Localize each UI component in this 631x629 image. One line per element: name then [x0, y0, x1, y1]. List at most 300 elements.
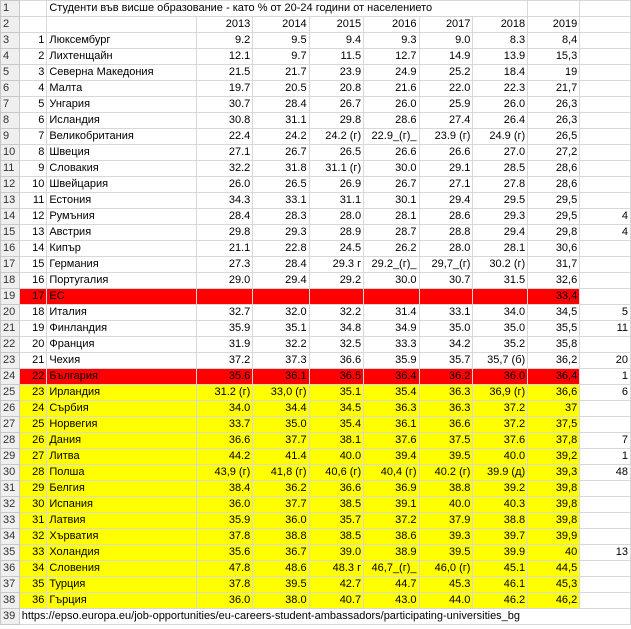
value-cell[interactable]: 36.6: [196, 433, 252, 449]
country-cell[interactable]: Полша: [47, 465, 197, 481]
value-cell[interactable]: 36.3: [364, 401, 419, 417]
value-cell[interactable]: 32.5: [309, 337, 364, 353]
row-header[interactable]: 32: [1, 497, 20, 513]
cell[interactable]: [580, 1, 631, 17]
value-cell[interactable]: 37.5: [419, 433, 473, 449]
value-cell[interactable]: 8.3: [473, 33, 528, 49]
rank-cell[interactable]: 23: [19, 385, 47, 401]
value-cell[interactable]: 46,2: [528, 593, 580, 609]
note-cell[interactable]: 7: [580, 433, 631, 449]
note-cell[interactable]: [580, 497, 631, 513]
value-cell[interactable]: 29.5: [473, 193, 528, 209]
row-header[interactable]: 28: [1, 433, 20, 449]
value-cell[interactable]: 38.5: [309, 529, 364, 545]
value-cell[interactable]: 26.7: [309, 97, 364, 113]
value-cell[interactable]: 28.4: [253, 97, 309, 113]
value-cell[interactable]: 37.2: [364, 513, 419, 529]
value-cell[interactable]: 9.5: [253, 33, 309, 49]
value-cell[interactable]: [196, 289, 252, 305]
value-cell[interactable]: 37,5: [528, 417, 580, 433]
rank-cell[interactable]: 29: [19, 481, 47, 497]
value-cell[interactable]: 29,5: [528, 209, 580, 225]
value-cell[interactable]: 36,9 (г): [473, 385, 528, 401]
value-cell[interactable]: 34.4: [253, 401, 309, 417]
value-cell[interactable]: 35.6: [196, 545, 252, 561]
value-cell[interactable]: 12.7: [364, 49, 419, 65]
note-cell[interactable]: 1: [580, 449, 631, 465]
row-header[interactable]: 23: [1, 353, 20, 369]
value-cell[interactable]: 30.7: [196, 97, 252, 113]
value-cell[interactable]: 29.3: [253, 225, 309, 241]
value-cell[interactable]: 26.0: [473, 97, 528, 113]
value-cell[interactable]: 35.7: [419, 353, 473, 369]
value-cell[interactable]: 39.2: [473, 481, 528, 497]
country-cell[interactable]: Финландия: [47, 321, 197, 337]
country-cell[interactable]: Словакия: [47, 161, 197, 177]
value-cell[interactable]: 9.7: [253, 49, 309, 65]
country-cell[interactable]: Исландия: [47, 113, 197, 129]
value-cell[interactable]: 29.3 г: [309, 257, 364, 273]
note-cell[interactable]: 4: [580, 209, 631, 225]
value-cell[interactable]: 27,2: [528, 145, 580, 161]
value-cell[interactable]: 18.4: [473, 65, 528, 81]
value-cell[interactable]: 36.4: [364, 369, 419, 385]
value-cell[interactable]: 29,7_(г): [419, 257, 473, 273]
value-cell[interactable]: 35.4: [309, 417, 364, 433]
note-cell[interactable]: [580, 401, 631, 417]
country-cell[interactable]: Ирландия: [47, 385, 197, 401]
value-cell[interactable]: 26.7: [364, 177, 419, 193]
value-cell[interactable]: 28.8: [419, 225, 473, 241]
note-cell[interactable]: [580, 529, 631, 545]
row-header[interactable]: 31: [1, 481, 20, 497]
value-cell[interactable]: 19.7: [196, 81, 252, 97]
value-cell[interactable]: 36.2: [253, 481, 309, 497]
country-cell[interactable]: Дания: [47, 433, 197, 449]
value-cell[interactable]: 9.4: [309, 33, 364, 49]
rank-cell[interactable]: 3: [19, 65, 47, 81]
rank-cell[interactable]: 1: [19, 33, 47, 49]
value-cell[interactable]: 27.3: [196, 257, 252, 273]
value-cell[interactable]: 35.9: [196, 321, 252, 337]
row-header[interactable]: 21: [1, 321, 20, 337]
year-header-cell[interactable]: 2018: [473, 17, 528, 33]
value-cell[interactable]: 40: [528, 545, 580, 561]
row-header[interactable]: 27: [1, 417, 20, 433]
value-cell[interactable]: 21,7: [528, 81, 580, 97]
row-header[interactable]: 38: [1, 593, 20, 609]
value-cell[interactable]: 41.4: [253, 449, 309, 465]
note-cell[interactable]: 11: [580, 321, 631, 337]
note-cell[interactable]: [580, 145, 631, 161]
value-cell[interactable]: 26.2: [364, 241, 419, 257]
country-cell[interactable]: Чехия: [47, 353, 197, 369]
value-cell[interactable]: 48.3 г: [309, 561, 364, 577]
country-cell[interactable]: Хърватия: [47, 529, 197, 545]
value-cell[interactable]: 23.9: [309, 65, 364, 81]
rank-cell[interactable]: 6: [19, 113, 47, 129]
value-cell[interactable]: 31.1: [253, 113, 309, 129]
value-cell[interactable]: 36.2: [419, 369, 473, 385]
note-cell[interactable]: [580, 577, 631, 593]
country-cell[interactable]: Италия: [47, 305, 197, 321]
row-header[interactable]: 34: [1, 529, 20, 545]
row-header[interactable]: 15: [1, 225, 20, 241]
row-header[interactable]: 11: [1, 161, 20, 177]
value-cell[interactable]: 32.2: [309, 305, 364, 321]
value-cell[interactable]: 36.1: [364, 417, 419, 433]
value-cell[interactable]: 37.6: [364, 433, 419, 449]
rank-cell[interactable]: 14: [19, 241, 47, 257]
row-header[interactable]: 4: [1, 49, 20, 65]
value-cell[interactable]: 30.1: [364, 193, 419, 209]
rank-cell[interactable]: 13: [19, 225, 47, 241]
value-cell[interactable]: 28.3: [253, 209, 309, 225]
row-header[interactable]: 5: [1, 65, 20, 81]
value-cell[interactable]: 38.0: [253, 593, 309, 609]
row-header[interactable]: 12: [1, 177, 20, 193]
rank-cell[interactable]: 28: [19, 465, 47, 481]
value-cell[interactable]: 38.1: [309, 433, 364, 449]
value-cell[interactable]: 35,8: [528, 337, 580, 353]
note-cell[interactable]: [580, 417, 631, 433]
value-cell[interactable]: 45,3: [528, 577, 580, 593]
country-cell[interactable]: Сърбия: [47, 401, 197, 417]
value-cell[interactable]: 26.4: [473, 113, 528, 129]
value-cell[interactable]: 36,4: [528, 369, 580, 385]
value-cell[interactable]: 26.0: [196, 177, 252, 193]
value-cell[interactable]: 36.6: [309, 481, 364, 497]
value-cell[interactable]: 21.7: [253, 65, 309, 81]
country-cell[interactable]: ЕС: [47, 289, 197, 305]
value-cell[interactable]: 27.1: [196, 145, 252, 161]
value-cell[interactable]: 35.1: [309, 385, 364, 401]
country-cell[interactable]: Румъния: [47, 209, 197, 225]
row-header[interactable]: 13: [1, 193, 20, 209]
value-cell[interactable]: 26.6: [419, 145, 473, 161]
country-cell[interactable]: Малта: [47, 81, 197, 97]
value-cell[interactable]: 29.4: [253, 273, 309, 289]
value-cell[interactable]: 28.0: [309, 209, 364, 225]
value-cell[interactable]: 36.3: [419, 401, 473, 417]
rank-cell[interactable]: 30: [19, 497, 47, 513]
value-cell[interactable]: 35.1: [253, 321, 309, 337]
value-cell[interactable]: 40.3: [473, 497, 528, 513]
row-header[interactable]: 18: [1, 273, 20, 289]
value-cell[interactable]: 38.5: [309, 497, 364, 513]
value-cell[interactable]: 26.0: [364, 97, 419, 113]
value-cell[interactable]: 28.1: [364, 209, 419, 225]
country-cell[interactable]: Холандия: [47, 545, 197, 561]
value-cell[interactable]: 27.0: [473, 145, 528, 161]
value-cell[interactable]: 39.5: [253, 577, 309, 593]
value-cell[interactable]: 43.0: [364, 593, 419, 609]
rank-cell[interactable]: 2: [19, 49, 47, 65]
row-header[interactable]: 2: [1, 17, 20, 33]
value-cell[interactable]: 27.1: [419, 177, 473, 193]
value-cell[interactable]: 26.5: [309, 145, 364, 161]
sheet-title-cell[interactable]: Студенти във висше образование - като % от 20-24 години от населението: [47, 1, 528, 17]
value-cell[interactable]: 35,5: [528, 321, 580, 337]
value-cell[interactable]: 29,8: [528, 225, 580, 241]
rank-cell[interactable]: 35: [19, 577, 47, 593]
rank-cell[interactable]: 15: [19, 257, 47, 273]
value-cell[interactable]: 35.9: [364, 353, 419, 369]
country-cell[interactable]: България: [47, 369, 197, 385]
note-cell[interactable]: 13: [580, 545, 631, 561]
cell[interactable]: [19, 1, 47, 17]
value-cell[interactable]: 28.0: [419, 241, 473, 257]
value-cell[interactable]: 37.7: [253, 433, 309, 449]
value-cell[interactable]: 46,7_(г)_: [364, 561, 419, 577]
value-cell[interactable]: 45.3: [419, 577, 473, 593]
rank-cell[interactable]: 20: [19, 337, 47, 353]
value-cell[interactable]: 40.0: [419, 497, 473, 513]
note-cell[interactable]: [580, 81, 631, 97]
rank-cell[interactable]: 4: [19, 81, 47, 97]
value-cell[interactable]: 24.5: [309, 241, 364, 257]
rank-cell[interactable]: 24: [19, 401, 47, 417]
country-cell[interactable]: Швейцария: [47, 177, 197, 193]
note-cell[interactable]: [580, 65, 631, 81]
value-cell[interactable]: 9.3: [364, 33, 419, 49]
value-cell[interactable]: 28.7: [364, 225, 419, 241]
note-cell[interactable]: [580, 593, 631, 609]
value-cell[interactable]: 25.2: [419, 65, 473, 81]
country-cell[interactable]: Лихтенщайн: [47, 49, 197, 65]
cell[interactable]: [580, 17, 631, 33]
note-cell[interactable]: 6: [580, 385, 631, 401]
value-cell[interactable]: 35.9: [196, 513, 252, 529]
value-cell[interactable]: 37.2: [473, 417, 528, 433]
rank-cell[interactable]: 5: [19, 97, 47, 113]
value-cell[interactable]: 40.2 (г): [419, 465, 473, 481]
rank-cell[interactable]: 31: [19, 513, 47, 529]
cell[interactable]: [47, 17, 197, 33]
value-cell[interactable]: 39,2: [528, 449, 580, 465]
value-cell[interactable]: 32,6: [528, 273, 580, 289]
note-cell[interactable]: 48: [580, 465, 631, 481]
value-cell[interactable]: 39,8: [528, 481, 580, 497]
rank-cell[interactable]: 22: [19, 369, 47, 385]
value-cell[interactable]: 38.8: [253, 529, 309, 545]
value-cell[interactable]: 39.3: [419, 529, 473, 545]
note-cell[interactable]: 4: [580, 225, 631, 241]
value-cell[interactable]: [309, 289, 364, 305]
value-cell[interactable]: 33,0 (г): [253, 385, 309, 401]
country-cell[interactable]: Белгия: [47, 481, 197, 497]
rank-cell[interactable]: 8: [19, 145, 47, 161]
value-cell[interactable]: 37.3: [253, 353, 309, 369]
value-cell[interactable]: 21.5: [196, 65, 252, 81]
value-cell[interactable]: 39,8: [528, 497, 580, 513]
value-cell[interactable]: 46.1: [473, 577, 528, 593]
value-cell[interactable]: 21.6: [364, 81, 419, 97]
value-cell[interactable]: 33.1: [253, 193, 309, 209]
value-cell[interactable]: 39.5: [419, 545, 473, 561]
country-cell[interactable]: Гърция: [47, 593, 197, 609]
year-header-cell[interactable]: 2015: [309, 17, 364, 33]
country-cell[interactable]: Кипър: [47, 241, 197, 257]
value-cell[interactable]: 23.9 (г): [419, 129, 473, 145]
value-cell[interactable]: 36.6: [419, 417, 473, 433]
note-cell[interactable]: [580, 273, 631, 289]
year-header-cell[interactable]: 2019: [528, 17, 580, 33]
value-cell[interactable]: 36.6: [309, 353, 364, 369]
value-cell[interactable]: 44,5: [528, 561, 580, 577]
value-cell[interactable]: 37.8: [196, 577, 252, 593]
value-cell[interactable]: 39.9: [473, 545, 528, 561]
value-cell[interactable]: 46.2: [473, 593, 528, 609]
value-cell[interactable]: 29.8: [309, 113, 364, 129]
value-cell[interactable]: 36.1: [253, 369, 309, 385]
value-cell[interactable]: 39.1: [364, 497, 419, 513]
value-cell[interactable]: 26,3: [528, 113, 580, 129]
country-cell[interactable]: Турция: [47, 577, 197, 593]
value-cell[interactable]: 35.7: [309, 513, 364, 529]
value-cell[interactable]: 44.2: [196, 449, 252, 465]
rank-cell[interactable]: 10: [19, 177, 47, 193]
value-cell[interactable]: 44.0: [419, 593, 473, 609]
value-cell[interactable]: 30.2 (г): [473, 257, 528, 273]
row-header[interactable]: 20: [1, 305, 20, 321]
value-cell[interactable]: 31.5: [473, 273, 528, 289]
value-cell[interactable]: 39,8: [528, 513, 580, 529]
value-cell[interactable]: 31.1 (г): [309, 161, 364, 177]
value-cell[interactable]: 36.7: [253, 545, 309, 561]
value-cell[interactable]: 29.2: [309, 273, 364, 289]
value-cell[interactable]: 29.0: [196, 273, 252, 289]
country-cell[interactable]: Швеция: [47, 145, 197, 161]
value-cell[interactable]: 37.2: [196, 353, 252, 369]
country-cell[interactable]: Унгария: [47, 97, 197, 113]
note-cell[interactable]: [580, 113, 631, 129]
rank-cell[interactable]: 18: [19, 305, 47, 321]
row-header[interactable]: 39: [1, 609, 20, 625]
value-cell[interactable]: 26.6: [364, 145, 419, 161]
note-cell[interactable]: [580, 289, 631, 305]
value-cell[interactable]: 33.7: [196, 417, 252, 433]
country-cell[interactable]: Франция: [47, 337, 197, 353]
note-cell[interactable]: [580, 33, 631, 49]
country-cell[interactable]: Австрия: [47, 225, 197, 241]
value-cell[interactable]: 30.7: [419, 273, 473, 289]
value-cell[interactable]: 34.5: [309, 401, 364, 417]
value-cell[interactable]: 39.4: [364, 449, 419, 465]
value-cell[interactable]: 31.8: [253, 161, 309, 177]
value-cell[interactable]: 22.4: [196, 129, 252, 145]
value-cell[interactable]: 28.4: [253, 257, 309, 273]
value-cell[interactable]: 29.1: [419, 161, 473, 177]
value-cell[interactable]: 33,4: [528, 289, 580, 305]
year-header-cell[interactable]: 2017: [419, 17, 473, 33]
row-header[interactable]: 16: [1, 241, 20, 257]
value-cell[interactable]: 11.5: [309, 49, 364, 65]
value-cell[interactable]: 35.0: [253, 417, 309, 433]
value-cell[interactable]: 37.6: [473, 433, 528, 449]
value-cell[interactable]: 34.0: [473, 305, 528, 321]
value-cell[interactable]: 40,4 (г): [364, 465, 419, 481]
value-cell[interactable]: 44.7: [364, 577, 419, 593]
row-header[interactable]: 10: [1, 145, 20, 161]
value-cell[interactable]: 34.8: [309, 321, 364, 337]
value-cell[interactable]: 26.5: [253, 177, 309, 193]
value-cell[interactable]: 38.4: [196, 481, 252, 497]
value-cell[interactable]: 37.7: [253, 497, 309, 513]
country-cell[interactable]: Норвегия: [47, 417, 197, 433]
row-header[interactable]: 6: [1, 81, 20, 97]
rank-cell[interactable]: 25: [19, 417, 47, 433]
row-header[interactable]: 36: [1, 561, 20, 577]
row-header[interactable]: 25: [1, 385, 20, 401]
value-cell[interactable]: 29,5: [528, 193, 580, 209]
value-cell[interactable]: 30.0: [364, 161, 419, 177]
rank-cell[interactable]: 16: [19, 273, 47, 289]
rank-cell[interactable]: 12: [19, 209, 47, 225]
row-header[interactable]: 7: [1, 97, 20, 113]
value-cell[interactable]: 28.6: [419, 209, 473, 225]
value-cell[interactable]: 35.2: [473, 337, 528, 353]
value-cell[interactable]: [253, 289, 309, 305]
value-cell[interactable]: 32.0: [253, 305, 309, 321]
value-cell[interactable]: 39.0: [309, 545, 364, 561]
value-cell[interactable]: 39.7: [473, 529, 528, 545]
year-header-cell[interactable]: 2014: [253, 17, 309, 33]
value-cell[interactable]: 31.1: [309, 193, 364, 209]
value-cell[interactable]: 31,7: [528, 257, 580, 273]
value-cell[interactable]: 28,6: [528, 161, 580, 177]
value-cell[interactable]: 32.2: [196, 161, 252, 177]
value-cell[interactable]: 36,2: [528, 353, 580, 369]
value-cell[interactable]: 34.9: [364, 321, 419, 337]
rank-cell[interactable]: 17: [19, 289, 47, 305]
value-cell[interactable]: 28,6: [528, 177, 580, 193]
value-cell[interactable]: 31.2 (г): [196, 385, 252, 401]
value-cell[interactable]: 9.0: [419, 33, 473, 49]
value-cell[interactable]: 40.7: [309, 593, 364, 609]
country-cell[interactable]: Естония: [47, 193, 197, 209]
source-url-cell[interactable]: https://epso.europa.eu/job-opportunities/eu-careers-student-ambassadors/participating-universities_bg: [19, 609, 630, 625]
row-header[interactable]: 14: [1, 209, 20, 225]
row-header[interactable]: 37: [1, 577, 20, 593]
value-cell[interactable]: 38.8: [419, 481, 473, 497]
value-cell[interactable]: 22.8: [253, 241, 309, 257]
value-cell[interactable]: 37.9: [419, 513, 473, 529]
value-cell[interactable]: 37: [528, 401, 580, 417]
rank-cell[interactable]: 34: [19, 561, 47, 577]
value-cell[interactable]: 14.9: [419, 49, 473, 65]
value-cell[interactable]: [473, 289, 528, 305]
value-cell[interactable]: 48.6: [253, 561, 309, 577]
value-cell[interactable]: 22.9_(г)_: [364, 129, 419, 145]
country-cell[interactable]: Великобритания: [47, 129, 197, 145]
note-cell[interactable]: [580, 49, 631, 65]
value-cell[interactable]: 24.9: [364, 65, 419, 81]
cell[interactable]: [528, 1, 580, 17]
value-cell[interactable]: 30.0: [364, 273, 419, 289]
row-header[interactable]: 35: [1, 545, 20, 561]
value-cell[interactable]: [419, 289, 473, 305]
note-cell[interactable]: 20: [580, 353, 631, 369]
value-cell[interactable]: 12.1: [196, 49, 252, 65]
row-header[interactable]: 9: [1, 129, 20, 145]
value-cell[interactable]: 22.0: [419, 81, 473, 97]
note-cell[interactable]: 5: [580, 305, 631, 321]
country-cell[interactable]: Люксембург: [47, 33, 197, 49]
value-cell[interactable]: 37,8: [528, 433, 580, 449]
country-cell[interactable]: Словения: [47, 561, 197, 577]
rank-cell[interactable]: 21: [19, 353, 47, 369]
